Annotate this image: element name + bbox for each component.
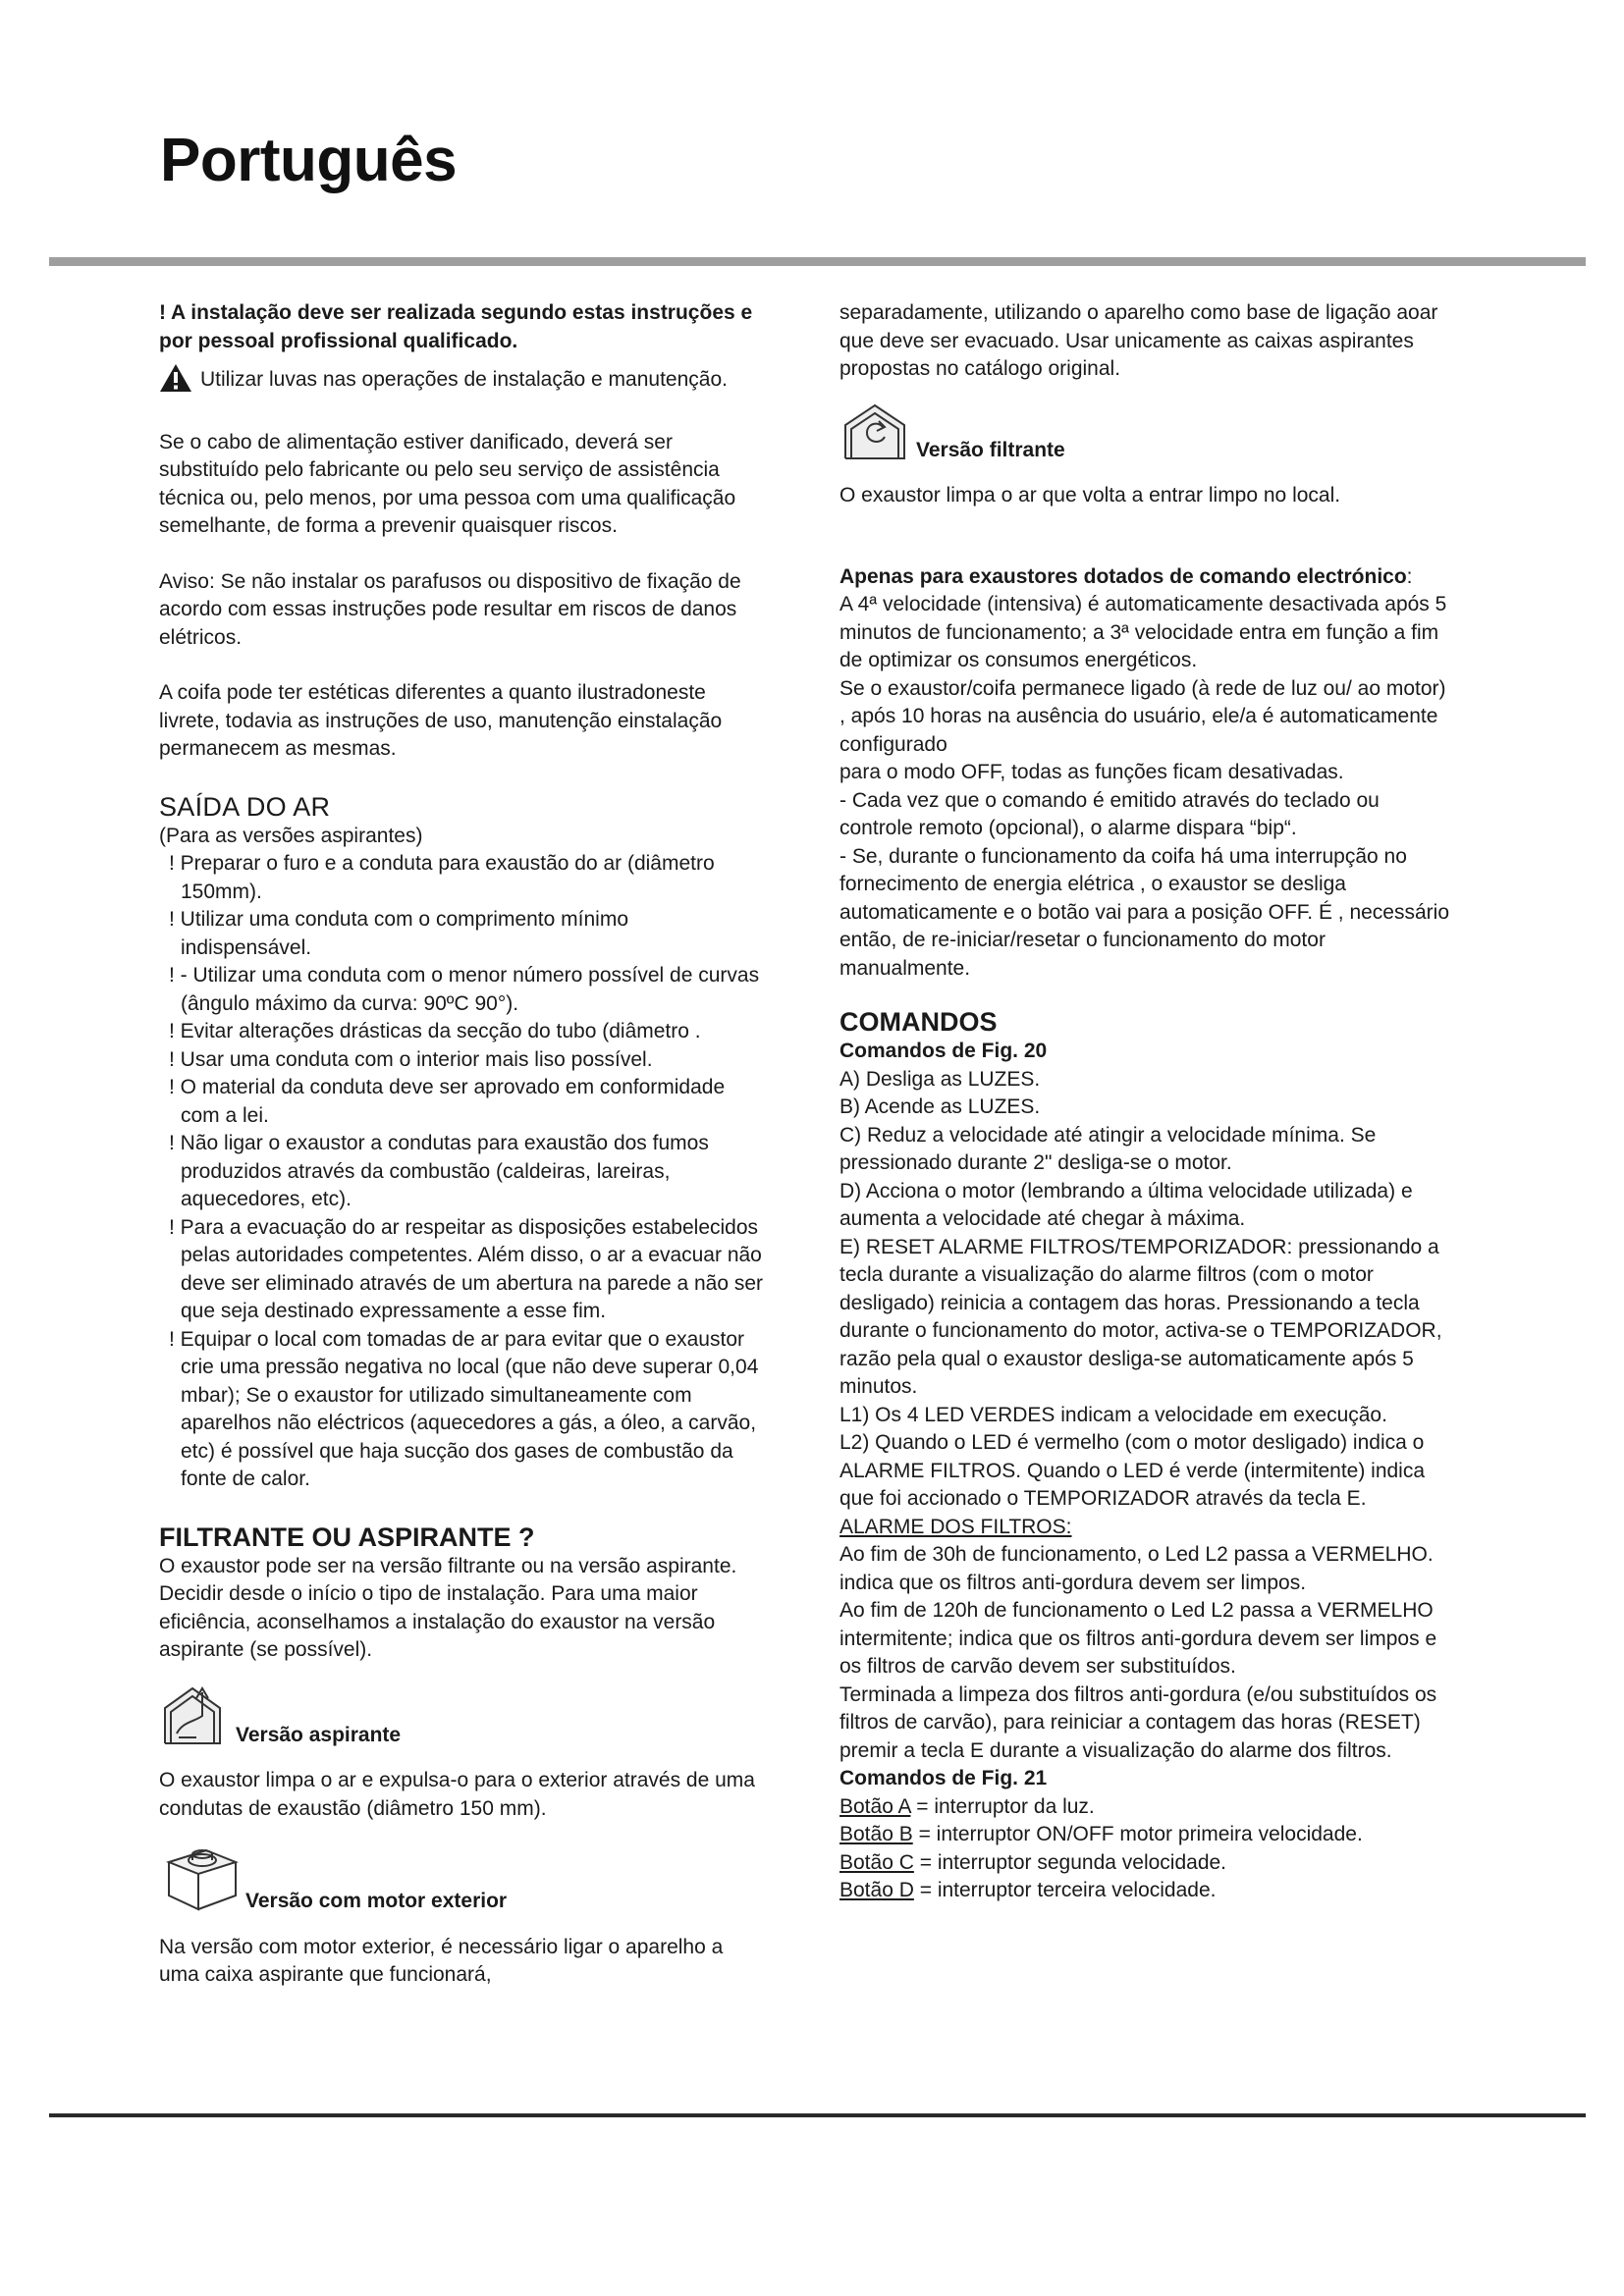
list-item: ! Utilizar uma conduta com o comprimento mínimo indispensável. — [169, 908, 628, 959]
fig20-line: B) Acende as LUZES. — [839, 1095, 1041, 1118]
fig20-line: E) RESET ALARME FILTROS/TEMPORIZADOR: pressionando a tecla durante a visualização do alarme filtros (com o motor desligado) reinicia a contagem das horas. Pressionando a tecla durante o funcionamento do motor, activa-se o TEMPORIZADOR, razão pela qual o exaustor desliga-se automaticamente após 5 minutos. — [839, 1235, 1442, 1398]
electronic-heading: Apenas para exaustores dotados de comando electrónico — [839, 564, 1407, 588]
botao-b-desc: = interruptor ON/OFF motor primeira velocidade. — [912, 1823, 1363, 1845]
fig21-item — [839, 1821, 1454, 1849]
saida-heading: SAÍDA DO AR — [159, 791, 331, 822]
fig21-heading: Comandos de Fig. 21 — [839, 1767, 1048, 1789]
saida-list — [159, 850, 764, 1494]
versao-aspirante-label: Versão aspirante — [236, 1723, 402, 1746]
botao-a-key: Botão A — [839, 1794, 911, 1818]
list-item: ! - Utilizar uma conduta com o menor número possível de curvas (ângulo máximo da curva: 90ºC 90°). — [169, 964, 760, 1015]
filtrante-aspirante-heading: FILTRANTE OU ASPIRANTE ? — [159, 1522, 535, 1552]
page-title: Português — [160, 127, 458, 194]
filtrante-aspirante-text: O exaustor pode ser na versão filtrante ou na versão aspirante. Decidir desde o início o tipo de instalação. Para uma maior eficiência, aconselhamos a instalação do exaustor na versão aspirante (se possível). — [159, 1554, 737, 1661]
list-item: ! Evitar alterações drásticas da secção do tubo (diâmetro . — [169, 1020, 701, 1042]
fig21-item — [839, 1793, 1454, 1822]
electronic-line: A 4ª velocidade (intensiva) é automaticamente desactivada após 5 minutos de funcionamento; a 3ª velocidade entra em função a fim de optimizar os consumos energéticos. — [839, 593, 1447, 671]
top-divider — [49, 257, 1586, 266]
external-motor-box-icon — [159, 1841, 240, 1920]
fig20-line: A) Desliga as LUZES. — [839, 1067, 1041, 1091]
gloves-text: Utilizar luvas nas operações de instalação e manutenção. — [200, 368, 728, 391]
electronic-line: - Se, durante o funcionamento da coifa há uma interrupção no fornecimento de energia elétrica , o exaustor se desliga automaticamente e o botão vai para a posição OFF. É , necessário então, de re-iniciar/resetar o funcionamento do motor manualmente. — [839, 844, 1450, 980]
list-item: ! Equipar o local com tomadas de ar para evitar que o exaustor crie uma pressão negativa no local (que não deve superar 0,04 mbar); Se o exaustor for utilizado simultaneamente com aparelhos não eléctricos (aquecedores a gás, a óleo, a carvão, etc) é possível que haja sucção dos gases de combustão da fonte de calor. — [169, 1327, 759, 1490]
left-column — [159, 299, 764, 1990]
versao-motor-row — [159, 1841, 764, 1920]
electronic-heading-line — [839, 563, 1454, 592]
versao-aspirante-row — [159, 1682, 764, 1754]
versao-motor-text: Na versão com motor exterior, é necessário ligar o aparelho a uma caixa aspirante que funcionará, — [159, 1935, 724, 1986]
electronic-heading-colon: : — [1406, 564, 1413, 588]
house-exhaust-icon — [159, 1682, 230, 1754]
versao-filtrante-row — [839, 401, 1454, 469]
versao-motor-label: Versão com motor exterior — [245, 1890, 508, 1912]
motor-continued-text: separadamente, utilizando o aparelho como base de ligação aoar que deve ser evacuado. Usar unicamente as caixas aspirantes propostas no catálogo original. — [839, 301, 1438, 380]
aviso-paragraph: Aviso: Se não instalar os parafusos ou dispositivo de fixação de acordo com essas instruções pode resultar em riscos de danos elétricos. — [159, 569, 741, 649]
list-item: ! Para a evacuação do ar respeitar as disposições estabelecidos pelas autoridades competentes. Além disso, o ar a evacuar não deve ser eliminado através de um abertura na parede a não ser que seja destinado expressamente a esse fim. — [169, 1215, 764, 1322]
list-item: ! Não ligar o exaustor a condutas para exaustão dos fumos produzidos através da combustão (caldeiras, lareiras, aquecedores, etc). — [169, 1132, 709, 1210]
list-item: ! Preparar o furo e a conduta para exaustão do ar (diâmetro 150mm). — [169, 852, 715, 903]
botao-c-key: Botão C — [839, 1850, 914, 1874]
botao-d-key: Botão D — [839, 1879, 914, 1901]
right-column — [839, 299, 1454, 1905]
versao-filtrante-text: O exaustor limpa o ar que volta a entrar limpo no local. — [839, 484, 1341, 507]
cable-paragraph: Se o cabo de alimentação estiver danificado, deverá ser substituído pelo fabricante ou pelo seu serviço de assistência técnica ou, pelo menos, por uma pessoa com uma qualificação semelhante, de forma a prevenir quaisquer riscos. — [159, 430, 736, 537]
botao-d-desc: = interruptor terceira velocidade. — [913, 1879, 1217, 1901]
fig20-line: L2) Quando o LED é vermelho (com o motor desligado) indica o ALARME FILTROS. Quando o LED é verde (intermitente) indica que foi accionado o TEMPORIZADOR através da tecla E. — [839, 1431, 1426, 1510]
fig21-item — [839, 1849, 1454, 1878]
fig21-item — [839, 1877, 1454, 1905]
fig20-heading: Comandos de Fig. 20 — [839, 1040, 1048, 1062]
alarme-line: Ao fim de 30h de funcionamento, o Led L2 passa a VERMELHO. indica que os filtros anti-gordura devem ser limpos. — [839, 1543, 1434, 1594]
alarme-line: Ao fim de 120h de funcionamento o Led L2 passa a VERMELHO intermitente; indica que os filtros anti-gordura devem ser limpos e os filtros de carvão devem ser substituídos. — [839, 1599, 1437, 1678]
versao-filtrante-label: Versão filtrante — [916, 438, 1065, 461]
warning-triangle-icon — [159, 363, 192, 401]
alarme-line: Terminada a limpeza dos filtros anti-gordura (e/ou substituídos os filtros de carvão), para reiniciar a contagem das horas (RESET) premir a tecla E durante a visualização do alarme dos filtros. — [839, 1682, 1437, 1762]
electronic-line: Se o exaustor/coifa permanece ligado (à rede de luz ou/ ao motor) , após 10 horas na ausência do usuário, ele/a é automaticamente configurado — [839, 676, 1446, 756]
versao-aspirante-text: O exaustor limpa o ar e expulsa-o para o exterior através de uma condutas de exaustão (diâmetro 150 mm). — [159, 1769, 755, 1820]
fig20-line: D) Acciona o motor (lembrando a última velocidade utilizada) e aumenta a velocidade até chegar à máxima. — [839, 1179, 1413, 1230]
botao-a-desc: = interruptor da luz. — [910, 1794, 1095, 1818]
list-item: ! O material da conduta deve ser aprovado em conformidade com a lei. — [169, 1076, 726, 1127]
comandos-heading: COMANDOS — [839, 1007, 998, 1037]
gloves-warning — [159, 363, 764, 401]
bottom-divider — [49, 2113, 1586, 2117]
install-warning: ! A instalação deve ser realizada segundo estas instruções e por pessoal profissional qualificado. — [159, 301, 753, 352]
botao-b-key: Botão B — [839, 1823, 913, 1845]
electronic-line: - Cada vez que o comando é emitido através do teclado ou controle remoto (opcional), o alarme dispara “bip“. — [839, 788, 1380, 839]
fig20-line: L1) Os 4 LED VERDES indicam a velocidade em execução. — [839, 1403, 1387, 1426]
alarme-heading: ALARME DOS FILTROS: — [839, 1515, 1072, 1538]
electronic-line: para o modo OFF, todas as funções ficam desativadas. — [839, 761, 1344, 783]
saida-subtitle: (Para as versões aspirantes) — [159, 824, 423, 847]
house-recirculate-icon — [839, 401, 910, 469]
botao-c-desc: = interruptor segunda velocidade. — [913, 1850, 1227, 1874]
coifa-paragraph: A coifa pode ter estéticas diferentes a quanto ilustradoneste livrete, todavia as instruções de uso, manutenção einstalação permanecem as mesmas. — [159, 681, 723, 760]
list-item: ! Usar uma conduta com o interior mais liso possível. — [169, 1047, 653, 1071]
fig20-line: C) Reduz a velocidade até atingir a velocidade mínima. Se pressionado durante 2" desliga-se o motor. — [839, 1123, 1377, 1174]
